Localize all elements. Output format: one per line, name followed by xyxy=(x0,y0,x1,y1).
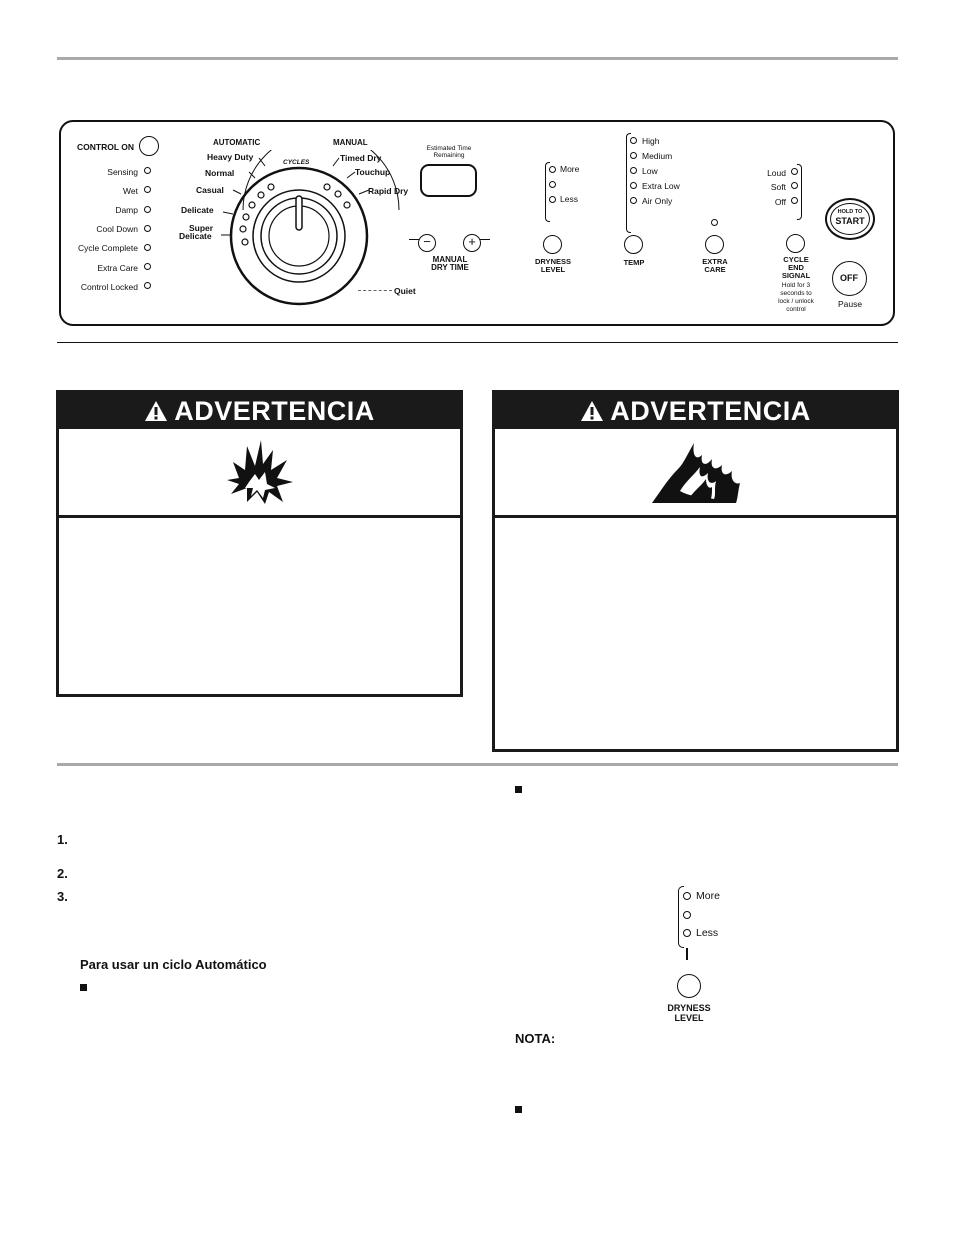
hold-note-3: lock / unlock xyxy=(778,298,814,305)
damp-led xyxy=(144,206,151,213)
hold-note-4: control xyxy=(786,306,806,313)
cycle-end-signal-label: CYCLE xyxy=(783,255,809,264)
cycle-dial[interactable] xyxy=(221,150,421,320)
automatic-label: AUTOMATIC xyxy=(213,138,261,147)
hold-note-1: Hold for 3 xyxy=(781,282,811,289)
cycle-touchup[interactable]: Touchup xyxy=(355,167,391,177)
illustration-dryness-button xyxy=(677,974,701,998)
dryer-control-panel xyxy=(59,120,895,326)
cycle-delicate[interactable]: Delicate xyxy=(181,205,214,215)
dryness-level-button[interactable] xyxy=(543,235,562,254)
warning-triangle-icon xyxy=(144,400,168,422)
temp-button[interactable] xyxy=(624,235,643,254)
status-cycle-complete: Cycle Complete xyxy=(78,243,138,253)
estimated-time-label-2: Remaining xyxy=(433,152,465,159)
explosion-warning-title: ADVERTENCIA xyxy=(174,395,375,426)
status-extra-care: Extra Care xyxy=(97,263,138,273)
off-button[interactable]: OFF xyxy=(832,261,867,296)
step-1-number: 1. xyxy=(57,832,68,847)
estimated-time-label: Estimated Time xyxy=(426,145,472,152)
step-3-number: 3. xyxy=(57,889,68,904)
dryness-less: Less xyxy=(560,194,578,204)
bullet-square xyxy=(80,984,87,991)
fire-image xyxy=(495,429,896,518)
illustration-less: Less xyxy=(696,927,719,939)
hold-note-2: seconds to xyxy=(780,290,812,297)
extra-care-led xyxy=(144,263,151,270)
cycle-normal[interactable]: Normal xyxy=(205,168,235,178)
temp-extra-low: Extra Low xyxy=(642,181,680,191)
auto-cycle-heading: Para usar un ciclo Automático xyxy=(80,957,267,972)
cycle-end-signal-label-2: END xyxy=(788,263,804,272)
extra-care-button[interactable] xyxy=(705,235,724,254)
fire-icon xyxy=(650,439,742,505)
temp-high: High xyxy=(642,136,660,146)
manual-label: MANUAL xyxy=(333,138,368,147)
cycles-label: CYCLES xyxy=(283,159,310,166)
temp-low: Low xyxy=(642,166,658,176)
cycle-timed-dry[interactable]: Timed Dry xyxy=(340,153,382,163)
signal-loud: Loud xyxy=(767,168,786,178)
control-on-button[interactable] xyxy=(139,136,159,156)
illustration-dryness-label: DRYNESS xyxy=(667,1003,711,1013)
sensing-led xyxy=(144,167,151,174)
cycle-end-signal-button[interactable] xyxy=(786,234,805,253)
illustration-dryness-label-2: LEVEL xyxy=(674,1013,704,1023)
status-control-locked: Control Locked xyxy=(80,282,138,292)
section-rule xyxy=(57,342,898,343)
quiet-label: Quiet xyxy=(394,286,416,296)
minus-button[interactable]: − xyxy=(418,234,436,252)
cycle-super-delicate[interactable]: Delicate xyxy=(179,231,212,241)
dryness-level-label-2: LEVEL xyxy=(540,265,566,274)
cycle-rapid-dry[interactable]: Rapid Dry xyxy=(368,186,409,196)
illustration-more: More xyxy=(696,890,720,902)
explosion-warning-header xyxy=(59,393,460,429)
dryness-more: More xyxy=(560,164,580,174)
manual-dry-time-label-2: DRY TIME xyxy=(431,263,469,272)
cycle-end-signal-label-3: SIGNAL xyxy=(781,271,811,280)
extra-care-label-2: CARE xyxy=(704,265,726,274)
step-2-number: 2. xyxy=(57,866,68,881)
signal-soft: Soft xyxy=(770,182,786,192)
quiet-line xyxy=(358,290,392,291)
fire-warning-header xyxy=(495,393,896,429)
explosion-icon xyxy=(225,440,295,504)
warning-triangle-icon xyxy=(580,400,604,422)
time-display xyxy=(420,164,477,197)
cool-down-led xyxy=(144,225,151,232)
extra-care-label: EXTRA xyxy=(702,257,728,266)
cycle-casual[interactable]: Casual xyxy=(196,185,224,195)
explosion-image xyxy=(59,429,460,518)
status-sensing: Sensing xyxy=(107,167,138,177)
fire-warning-box xyxy=(492,390,899,752)
pause-label: Pause xyxy=(837,299,863,309)
bullet-square xyxy=(515,786,522,793)
control-locked-led xyxy=(144,282,151,289)
status-damp: Damp xyxy=(115,205,138,215)
signal-off: Off xyxy=(774,197,786,207)
status-wet: Wet xyxy=(123,186,138,196)
explosion-warning-box xyxy=(56,390,463,697)
manual-dry-time-label: MANUAL xyxy=(432,255,468,264)
nota-label: NOTA: xyxy=(515,1031,556,1046)
plus-button[interactable]: + xyxy=(463,234,481,252)
wet-led xyxy=(144,186,151,193)
cycle-super[interactable]: Super xyxy=(189,223,214,233)
temp-medium: Medium xyxy=(642,151,673,161)
fire-warning-title: ADVERTENCIA xyxy=(610,395,811,426)
cycle-heavy-duty[interactable]: Heavy Duty xyxy=(207,152,254,162)
status-cool-down: Cool Down xyxy=(96,224,138,234)
bullet-square xyxy=(515,1106,522,1113)
lower-rule xyxy=(57,763,898,766)
top-rule xyxy=(57,57,898,60)
dryness-level-label: DRYNESS xyxy=(535,257,571,266)
control-on-label: CONTROL ON xyxy=(77,142,134,152)
cycle-complete-led xyxy=(144,244,151,251)
temp-air-only: Air Only xyxy=(642,196,673,206)
temp-label: TEMP xyxy=(623,258,645,267)
hold-to-start-button[interactable]: HOLD TO START xyxy=(825,198,875,240)
